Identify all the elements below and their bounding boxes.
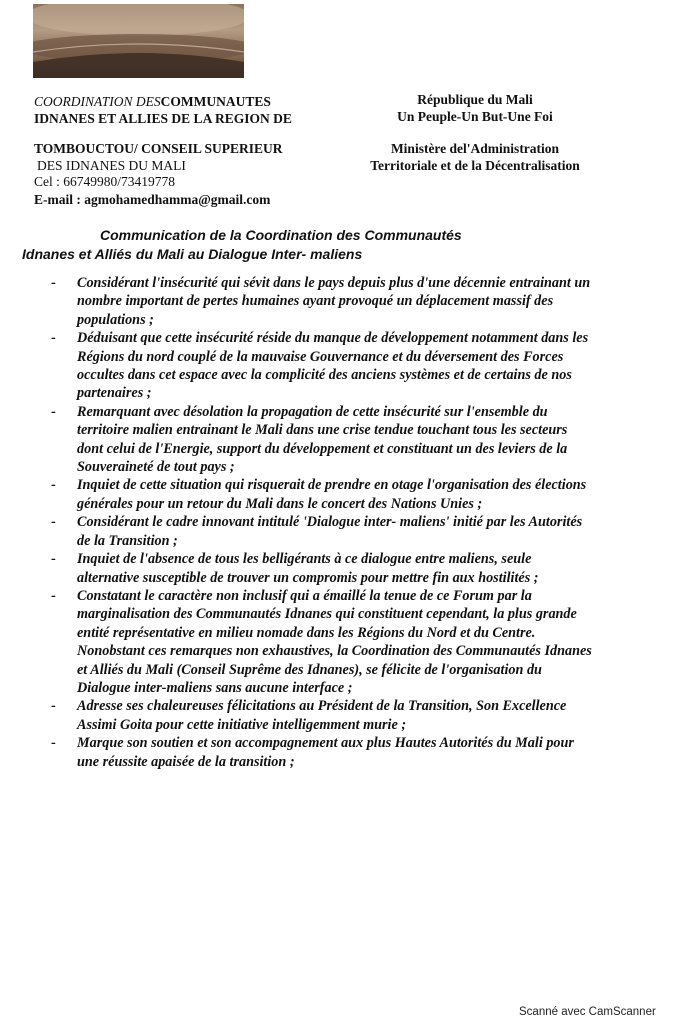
republic-header (355, 91, 595, 174)
republic-name: République du Mali (417, 92, 533, 107)
organization-header (34, 93, 292, 174)
list-item (47, 513, 592, 550)
list-item (47, 587, 592, 697)
list-item-text: Remarquant avec désolation la propagation de cette insécurité sur l'ensemble du territoire malien entrainant le Mali dans une crise tendue touchant tous les secteurs dont celui de l'Energie, support du développement et constituant un des leviers de la Souveraineté de tout pays ; (77, 403, 568, 476)
org-line1-italic: COORDINATION DES (34, 94, 161, 109)
list-item-text: Constatant le caractère non inclusif qui a émaillé la tenue de ce Forum par la marginalisation des Communautés Idnanes qui constituent cependant, la plus grande entité représentative en milieu nomade dans les Régions du Nord et du Centre. Nonobstant ces remarques non exhaustives, la Coordination des Communautés Idnanes et Alliés du Mali (Conseil Suprême des Idnanes), se félicite de l'organisation du Dialogue inter-maliens sans aucune interface ; (77, 587, 592, 696)
bullet-dash: - (51, 735, 56, 752)
list-item-text: Inquiet de cette situation qui risquerait de prendre en otage l'organisation des élections générales pour un retour du Mali dans le concert des Nations Unies ; (77, 477, 587, 512)
republic-motto: Un Peuple-Un But-Une Foi (397, 109, 553, 124)
list-item (47, 550, 592, 587)
list-item (47, 734, 592, 771)
bullet-dash: - (51, 587, 56, 604)
email-address: E-mail : agmohamedhamma@gmail.com (34, 192, 271, 207)
title-line2: Idnanes et Alliés du Mali au Dialogue Inter- maliens (22, 246, 363, 262)
org-line2: IDNANES ET ALLIES DE LA REGION DE (34, 111, 292, 126)
list-item (47, 697, 592, 734)
header-photo (33, 4, 244, 78)
list-item-text: Marque son soutien et son accompagnement aux plus Hautes Autorités du Mali pour une réussite apaisée de la transition ; (77, 735, 574, 770)
woven-mat-image (33, 4, 244, 78)
bullet-dash: - (51, 330, 56, 347)
statement-list (47, 274, 592, 771)
title-line1: Communication de la Coordination des Communautés (100, 227, 462, 243)
bullet-dash: - (51, 698, 56, 715)
bullet-dash: - (51, 514, 56, 531)
list-item (47, 403, 592, 477)
org-line3: TOMBOUCTOU/ CONSEIL SUPERIEUR (34, 141, 283, 156)
ministry-line2: Territoriale et de la Décentralisation (370, 158, 580, 173)
list-item (47, 329, 592, 403)
ministry-line1: Ministère del'Administration (390, 141, 560, 156)
bullet-dash: - (51, 477, 56, 494)
list-item-text: Inquiet de l'absence de tous les belligérants à ce dialogue entre maliens, seule alternative susceptible de trouver un compromis pour mettre fin aux hostilités ; (77, 551, 539, 586)
bullet-dash: - (51, 275, 56, 291)
list-item-text: Déduisant que cette insécurité réside du manque de développement notamment dans les Régions du nord couplé de la mauvaise Gouvernance et du déversement des Forces occultes dans cet espace avec la complicité des anciens systèmes et de certains de nos partenaires ; (77, 330, 589, 402)
list-item (47, 476, 592, 513)
contact-block (34, 173, 270, 209)
list-item (47, 274, 592, 329)
list-item-text: Considérant le cadre innovant intitulé 'Dialogue inter- maliens' initié par les Autorités de la Transition ; (77, 514, 583, 549)
list-item-text: Considérant l'insécurité qui sévit dans le pays depuis plus d'une décennie entrainant un nombre important de pertes humaines ayant provoqué un déplacement massif des populations ; (77, 275, 591, 328)
list-item-text: Adresse ses chaleureuses félicitations au Président de la Transition, Son Excellence Assimi Goita pour cette initiative intelligemment murie ; (77, 698, 567, 733)
bullet-dash: - (51, 403, 56, 420)
phone-number: Cel : 66749980/73419778 (34, 174, 175, 189)
org-line4: DES IDNANES DU MALI (37, 158, 186, 173)
scanner-watermark: Scanné avec CamScanner (519, 1006, 656, 1018)
document-title (20, 226, 580, 264)
org-line1-rest: COMMUNAUTES (160, 94, 271, 109)
bullet-dash: - (51, 551, 56, 568)
